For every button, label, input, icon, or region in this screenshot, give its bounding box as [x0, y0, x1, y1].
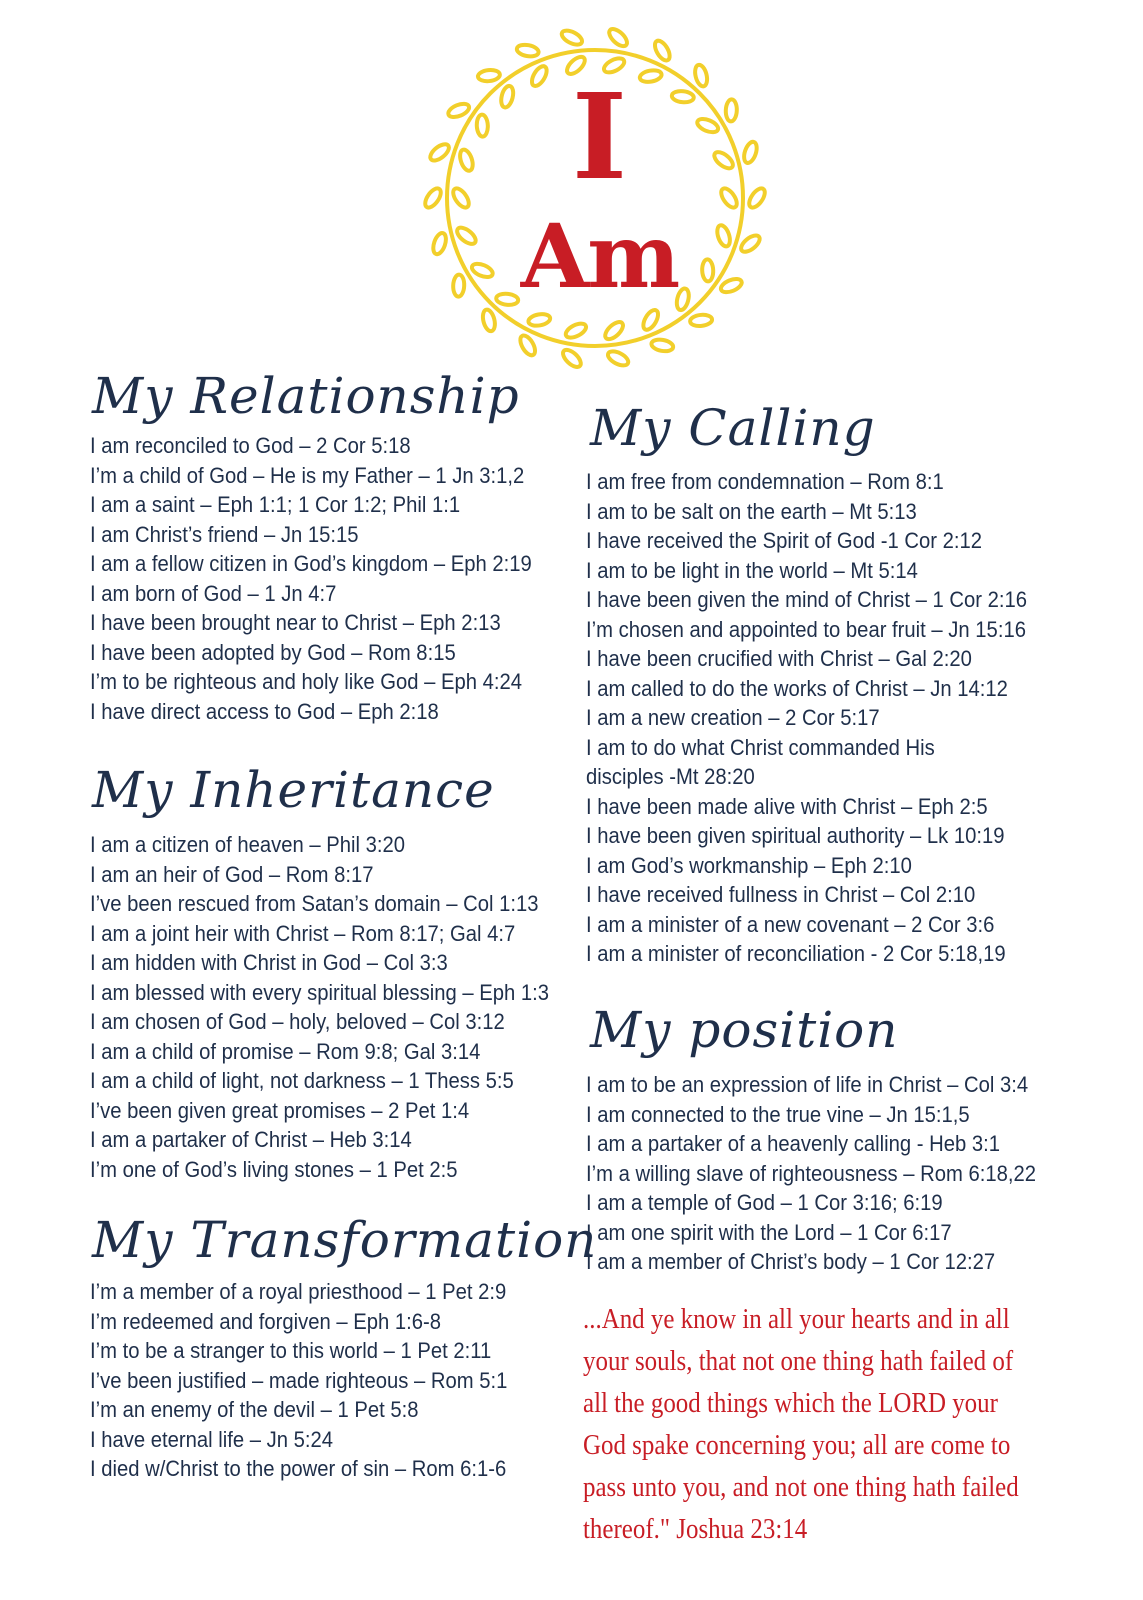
list-item: I am a joint heir with Christ – Rom 8:17; Gal 4:7 [90, 920, 516, 946]
list-item: I have been brought near to Christ – Eph 2:13 [90, 610, 501, 635]
list-item: I am a new creation – 2 Cor 5:17 [586, 705, 880, 730]
list-item: I have direct access to God – Eph 2:18 [90, 698, 439, 724]
list-item: I have been crucified with Christ – Gal 2:20 [586, 646, 972, 671]
list-item: I died w/Christ to the power of sin – Rom 6:1-6 [90, 1456, 507, 1481]
list-item: I am a minister of a new covenant – 2 Cor 3:6 [586, 911, 995, 937]
heading-transformation: My Transformation [92, 1211, 598, 1269]
list-item: I’m a member of a royal priesthood – 1 Pet 2:9 [90, 1279, 507, 1304]
list-item: I have received the Spirit of God -1 Cor 2:12 [586, 528, 983, 553]
list-item: I am free from condemnation – Rom 8:1 [586, 469, 944, 494]
heading-relationship: My Relationship [92, 367, 520, 425]
list-item: I’m a willing slave of righteousness – Rom 6:18,22 [586, 1160, 1037, 1186]
list-item: I have been given the mind of Christ – 1 Cor 2:16 [586, 587, 1028, 612]
list-item: I have eternal life – Jn 5:24 [90, 1426, 334, 1452]
list-item: I’m an enemy of the devil – 1 Pet 5:8 [90, 1397, 419, 1422]
scripture-quote: ...And ye know in all your hearts and in all your souls, that not one thing hath failed of all the good things which the LORD your God spake concerning you; all are come to pass unto you, and not one thing hath failed thereof." Joshua 23:14 [583, 1303, 1019, 1545]
list-item: I’m to be righteous and holy like God – Eph 4:24 [90, 669, 523, 694]
list-item: I am connected to the true vine – Jn 15:1,5 [586, 1101, 970, 1127]
list-item: I am hidden with Christ in God – Col 3:3 [90, 950, 448, 975]
list-item: I am a child of light, not darkness – 1 Thess 5:5 [90, 1068, 514, 1093]
list-item: I’m redeemed and forgiven – Eph 1:6-8 [90, 1308, 442, 1334]
list-item: I am a citizen of heaven – Phil 3:20 [90, 832, 406, 857]
list-item: I have been made alive with Christ – Eph 2:5 [586, 793, 988, 819]
list-item: I am called to do the works of Christ – Jn 14:12 [586, 675, 1008, 701]
list-item: I am blessed with every spiritual blessing – Eph 1:3 [90, 979, 550, 1005]
relationship-list [90, 431, 532, 726]
list-item: I am a saint – Eph 1:1; 1 Cor 1:2; Phil 1:1 [90, 492, 461, 517]
list-item: I am to do what Christ commanded His disciples -Mt 28:20 [586, 734, 935, 789]
list-item: I am a child of promise – Rom 9:8; Gal 3:14 [90, 1038, 481, 1064]
list-item: I am to be light in the world – Mt 5:14 [586, 557, 918, 583]
title-i: I [571, 67, 628, 206]
inheritance-list [90, 830, 549, 1184]
heading-inheritance: My Inheritance [92, 761, 495, 819]
list-item: I’ve been justified – made righteous – Rom 5:1 [90, 1367, 508, 1393]
list-item: I have been given spiritual authority – Lk 10:19 [586, 823, 1005, 848]
list-item: I am one spirit with the Lord – 1 Cor 6:17 [586, 1219, 952, 1245]
list-item: I am a fellow citizen in God’s kingdom – Eph 2:19 [90, 551, 532, 576]
list-item: I’ve been rescued from Satan’s domain – Col 1:13 [90, 891, 539, 916]
list-item: I am reconciled to God – 2 Cor 5:18 [90, 433, 411, 458]
position-list [586, 1070, 1036, 1277]
list-item: I am God’s workmanship – Eph 2:10 [586, 852, 912, 878]
calling-list [586, 467, 1027, 969]
list-item: I am to be salt on the earth – Mt 5:13 [586, 498, 917, 524]
list-item: I am a partaker of a heavenly calling - Heb 3:1 [586, 1131, 1001, 1156]
heading-calling: My Calling [590, 399, 876, 457]
list-item: I am a member of Christ’s body – 1 Cor 12:27 [586, 1249, 996, 1274]
list-item: I am a temple of God – 1 Cor 3:16; 6:19 [586, 1190, 943, 1215]
list-item: I am Christ’s friend – Jn 15:15 [90, 521, 359, 547]
list-item: I am a partaker of Christ – Heb 3:14 [90, 1127, 412, 1152]
list-item: I am an heir of God – Rom 8:17 [90, 861, 374, 887]
transformation-list [90, 1277, 507, 1484]
list-item: I have been adopted by God – Rom 8:15 [90, 639, 456, 665]
heading-position: My position [590, 1001, 899, 1059]
list-item: I am a minister of reconciliation - 2 Cor 5:18,19 [586, 941, 1006, 966]
list-item: I’ve been given great promises – 2 Pet 1:4 [90, 1097, 470, 1123]
list-item: I’m a child of God – He is my Father – 1 Jn 3:1,2 [90, 462, 525, 488]
title-am: Am [520, 204, 679, 308]
list-item: I am to be an expression of life in Christ – Col 3:4 [586, 1072, 1029, 1097]
list-item: I’m chosen and appointed to bear fruit – Jn 15:16 [586, 616, 1026, 642]
list-item: I have received fullness in Christ – Col 2:10 [586, 882, 976, 907]
list-item: I’m one of God’s living stones – 1 Pet 2:5 [90, 1156, 458, 1182]
list-item: I am chosen of God – holy, beloved – Col 3:12 [90, 1009, 505, 1034]
list-item: I’m to be a stranger to this world – 1 Pet 2:11 [90, 1338, 492, 1363]
list-item: I am born of God – 1 Jn 4:7 [90, 580, 337, 606]
